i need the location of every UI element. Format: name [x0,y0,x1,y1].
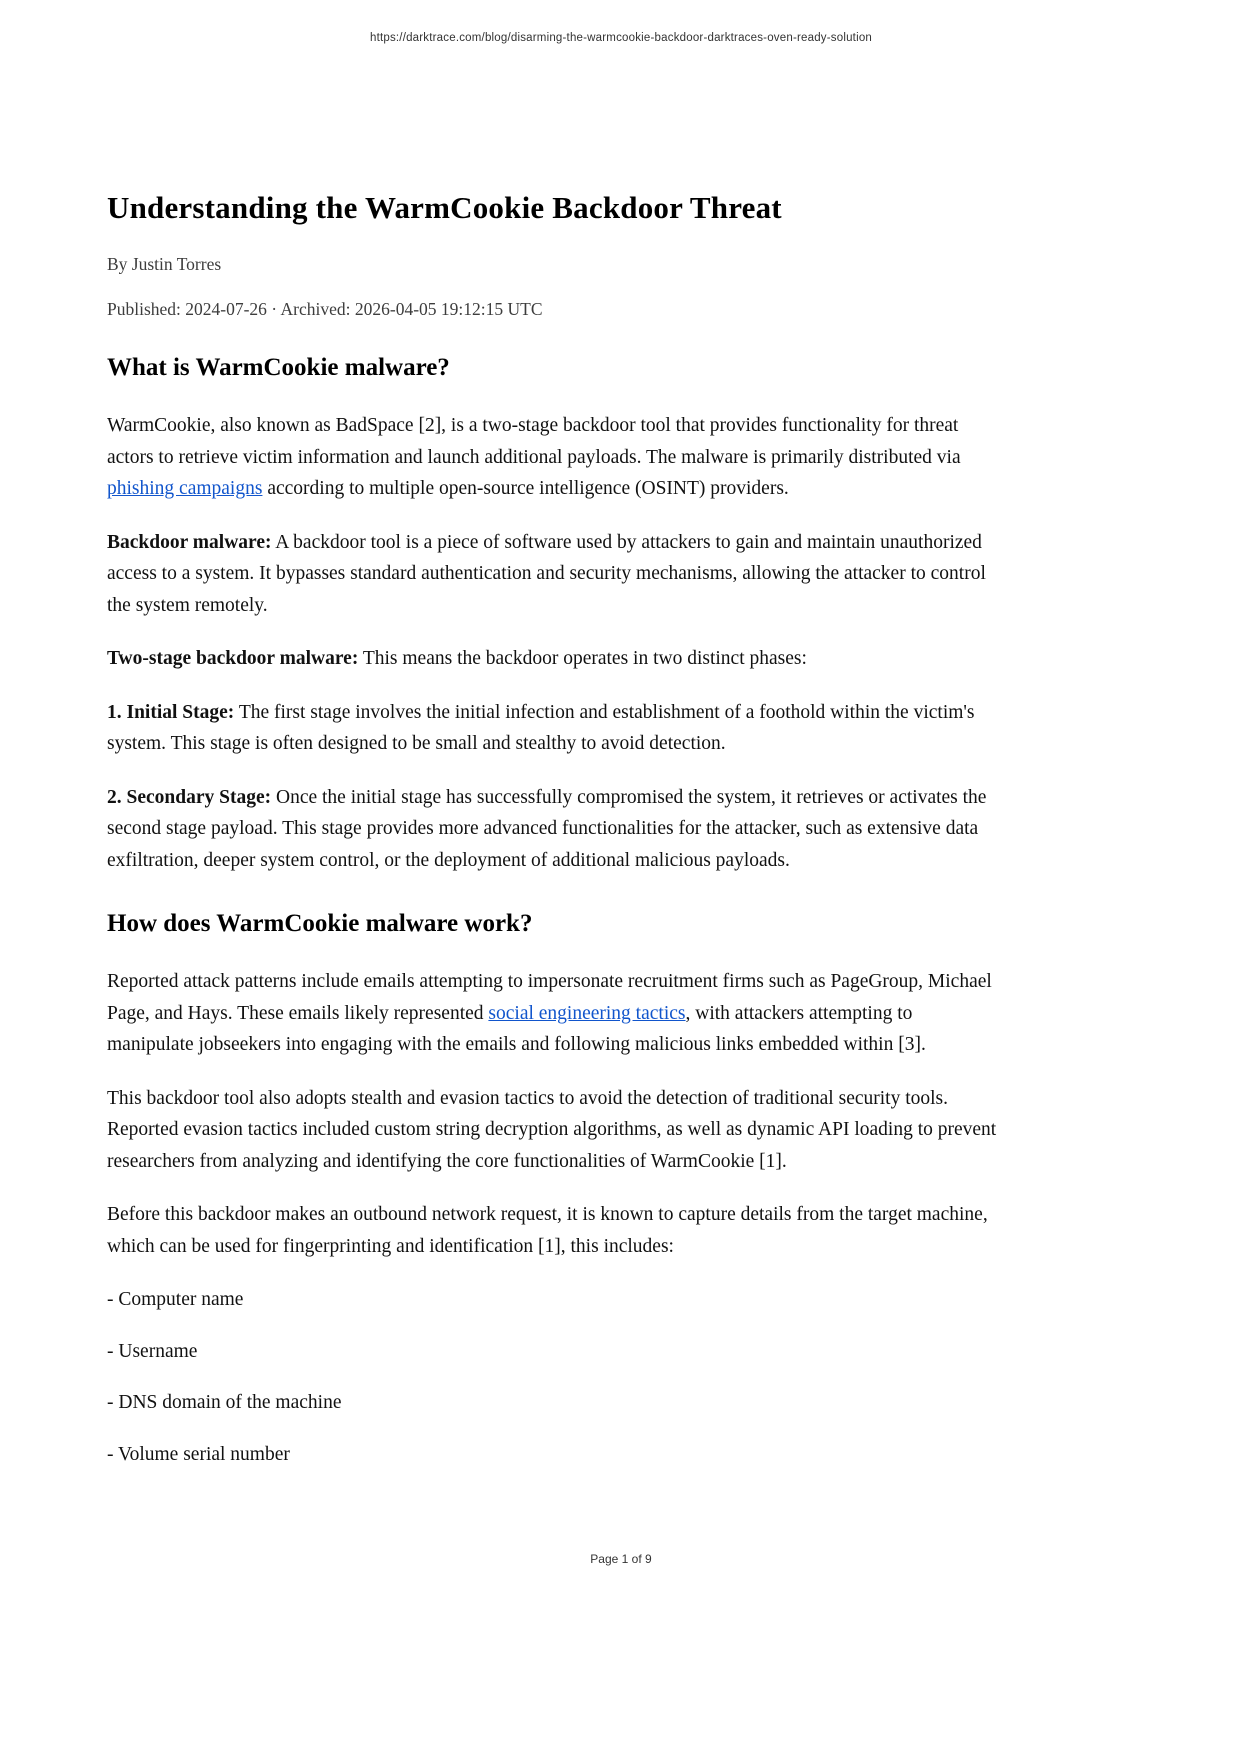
paragraph-text: This means the backdoor operates in two distinct phases: [358,648,807,669]
phishing-campaigns-link[interactable]: phishing campaigns [107,478,263,499]
paragraph [107,697,1000,760]
list-item: - Username [107,1340,198,1362]
byline: By Justin Torres [107,254,222,274]
paragraph-text: The first stage involves the initial infection and establishment of a foothold within the victim's system. This stage is often designed to be small and stealthy to avoid detection. [107,701,975,754]
page-header [0,28,1242,46]
paragraph-bold-lead: Backdoor malware: [107,531,272,553]
paragraph [107,410,1000,505]
page-number: Page 1 of 9 [590,1552,652,1566]
paragraph: This backdoor tool also adopts stealth and evasion tactics to avoid the detection of traditional security tools. Reported evasion tactics included custom string decryption algorithms, as well as dynamic API loading to prevent researchers from analyzing and identifying the core functionalities of WarmCookie [1]. [107,1087,997,1172]
paragraph-text: , with attackers attempting to manipulate jobseekers into engaging with the emails and following malicious links embedded within [3]. [107,1002,926,1055]
paragraph [107,966,1000,1061]
section-heading-how-does-warmcookie-work: How does WarmCookie malware work? [107,910,533,937]
published-line: Published: 2024-07-26 · Archived: 2026-04-05 19:12:15 UTC [107,299,543,319]
list-item: - DNS domain of the machine [107,1392,342,1413]
article-content [107,190,1000,1490]
paragraph-text: Reported attack patterns include emails attempting to impersonate recruitment firms such as PageGroup, Michael Page, and Hays. These emails likely represented [107,971,992,1024]
paragraph [107,527,1000,622]
social-engineering-tactics-link[interactable]: social engineering tactics [488,1002,686,1024]
article-title: Understanding the WarmCookie Backdoor Threat [107,190,782,225]
page-url: https://darktrace.com/blog/disarming-the-warmcookie-backdoor-darktraces-oven-ready-solution [369,32,873,44]
list-item: - Volume serial number [107,1443,290,1465]
paragraph-text: according to multiple open-source intelligence (OSINT) providers. [262,478,789,499]
page-footer [0,1550,1242,1568]
paragraph-bold-lead: Two-stage backdoor malware: [107,648,359,669]
list-item: - Computer name [107,1289,244,1310]
paragraph [107,782,1000,877]
paragraph-bold-lead: 1. Initial Stage: [107,701,235,723]
paragraph-text: Once the initial stage has successfully compromised the system, it retrieves or activates the second stage payload. This stage provides more advanced functionalities for the attacker, such as extensive data exfiltration, deeper system control, or the deployment of additional malicious payloads. [107,786,987,871]
section-heading-what-is-warmcookie: What is WarmCookie malware? [107,354,450,381]
paragraph-text: A backdoor tool is a piece of software used by attackers to gain and maintain unauthorized access to a system. It bypasses standard authentication and security mechanisms, allowing the attacker to control the system remotely. [107,531,986,616]
paragraph [107,643,1000,675]
paragraph-bold-lead: 2. Secondary Stage: [107,786,272,808]
paragraph-text: WarmCookie, also known as BadSpace [2], is a two-stage backdoor tool that provides functionality for threat actors to retrieve victim information and launch additional payloads. The malware is primarily distributed via [107,415,961,468]
paragraph: Before this backdoor makes an outbound network request, it is known to capture details from the target machine, which can be used for fingerprinting and identification [1], this includes: [107,1204,988,1257]
